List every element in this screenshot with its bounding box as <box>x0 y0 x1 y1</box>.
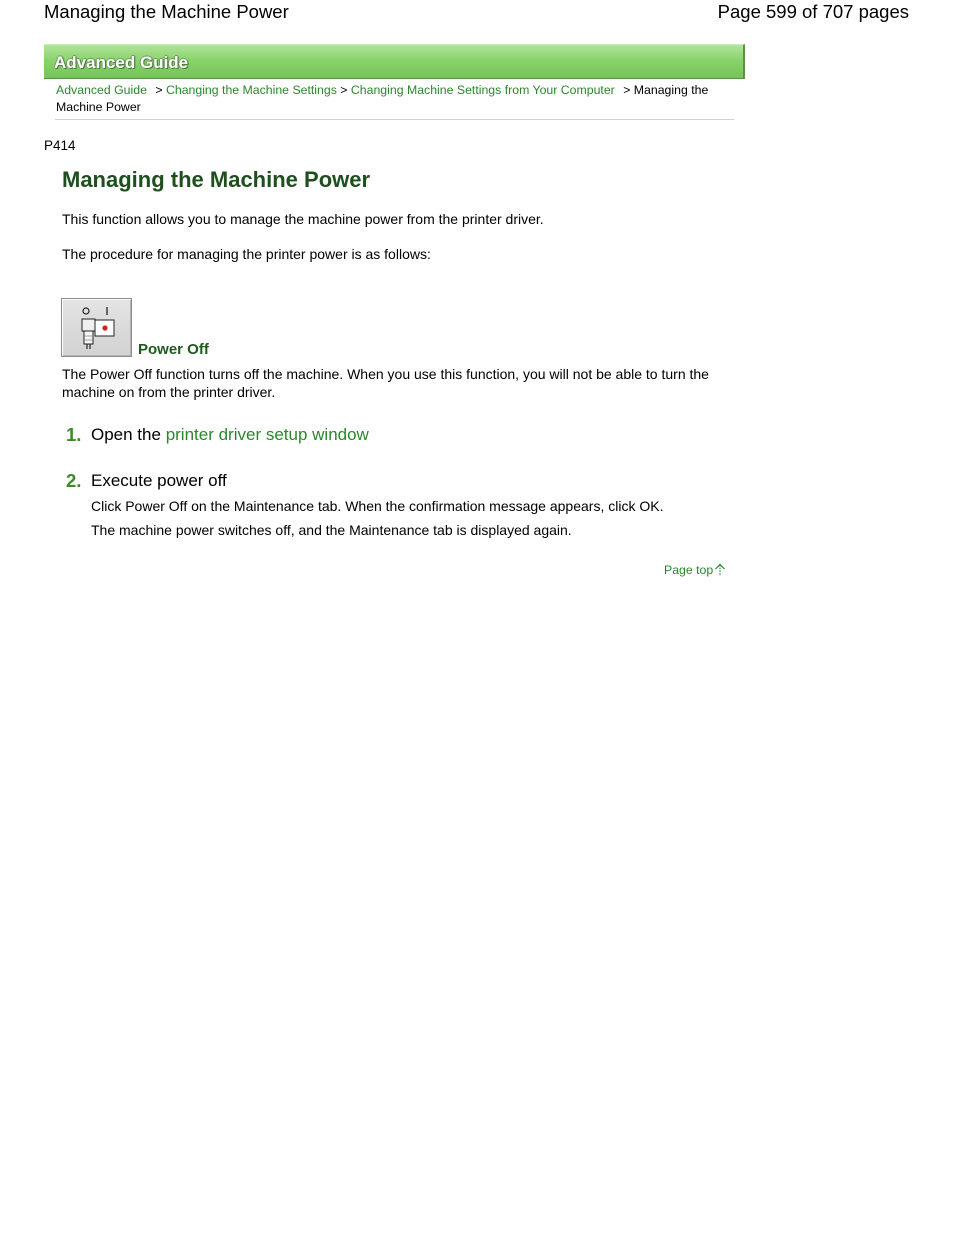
step-1 <box>62 425 733 445</box>
power-off-printer-icon-graphic <box>62 299 131 356</box>
procedure-intro-text: The procedure for managing the printer power is as follows: <box>62 246 431 262</box>
breadcrumb-separator: > <box>623 83 631 97</box>
section-description: The Power Off function turns off the machine. When you use this function, you will not be able to turn the machine on from the printer driver. <box>62 366 709 400</box>
page-top-link[interactable] <box>664 562 726 578</box>
page-code: P414 <box>44 138 76 153</box>
page-number-indicator: Page 599 of 707 pages <box>717 1 909 22</box>
breadcrumb-separator: > <box>155 83 163 97</box>
step-text: Execute power off <box>91 471 227 490</box>
intro-text: This function allows you to manage the machine power from the printer driver. <box>62 211 544 227</box>
step-detail: Click Power Off on the Maintenance tab. When the confirmation message appears, click OK. <box>91 498 664 514</box>
step-number: 2. <box>66 470 82 491</box>
breadcrumb-link-changing-settings-from-computer[interactable]: Changing Machine Settings from Your Computer <box>350 83 615 97</box>
step-detail: The machine power switches off, and the Maintenance tab is displayed again. <box>91 522 572 538</box>
breadcrumb-link-advanced-guide[interactable]: Advanced Guide <box>56 83 147 97</box>
breadcrumb-current-page: Managing the Machine Power <box>56 83 709 114</box>
step-body <box>91 425 369 445</box>
breadcrumb-link-changing-machine-settings[interactable]: Changing the Machine Settings <box>165 83 337 97</box>
breadcrumb-separator: > <box>340 83 348 97</box>
banner-label: Advanced Guide <box>54 53 189 72</box>
document-header-title: Managing the Machine Power <box>44 1 289 22</box>
step-text: Open the <box>91 425 161 444</box>
printer-driver-setup-window-link[interactable]: printer driver setup window <box>165 425 369 444</box>
step-number: 1. <box>66 424 82 445</box>
arrow-up-icon <box>714 563 726 577</box>
advanced-guide-banner <box>44 44 745 79</box>
step-2 <box>62 471 733 491</box>
page-top-label: Page top <box>664 563 714 577</box>
power-off-printer-icon <box>61 298 132 357</box>
section-heading-power-off: Power Off <box>138 341 209 358</box>
page-title: Managing the Machine Power <box>62 167 371 192</box>
breadcrumb <box>55 82 734 120</box>
